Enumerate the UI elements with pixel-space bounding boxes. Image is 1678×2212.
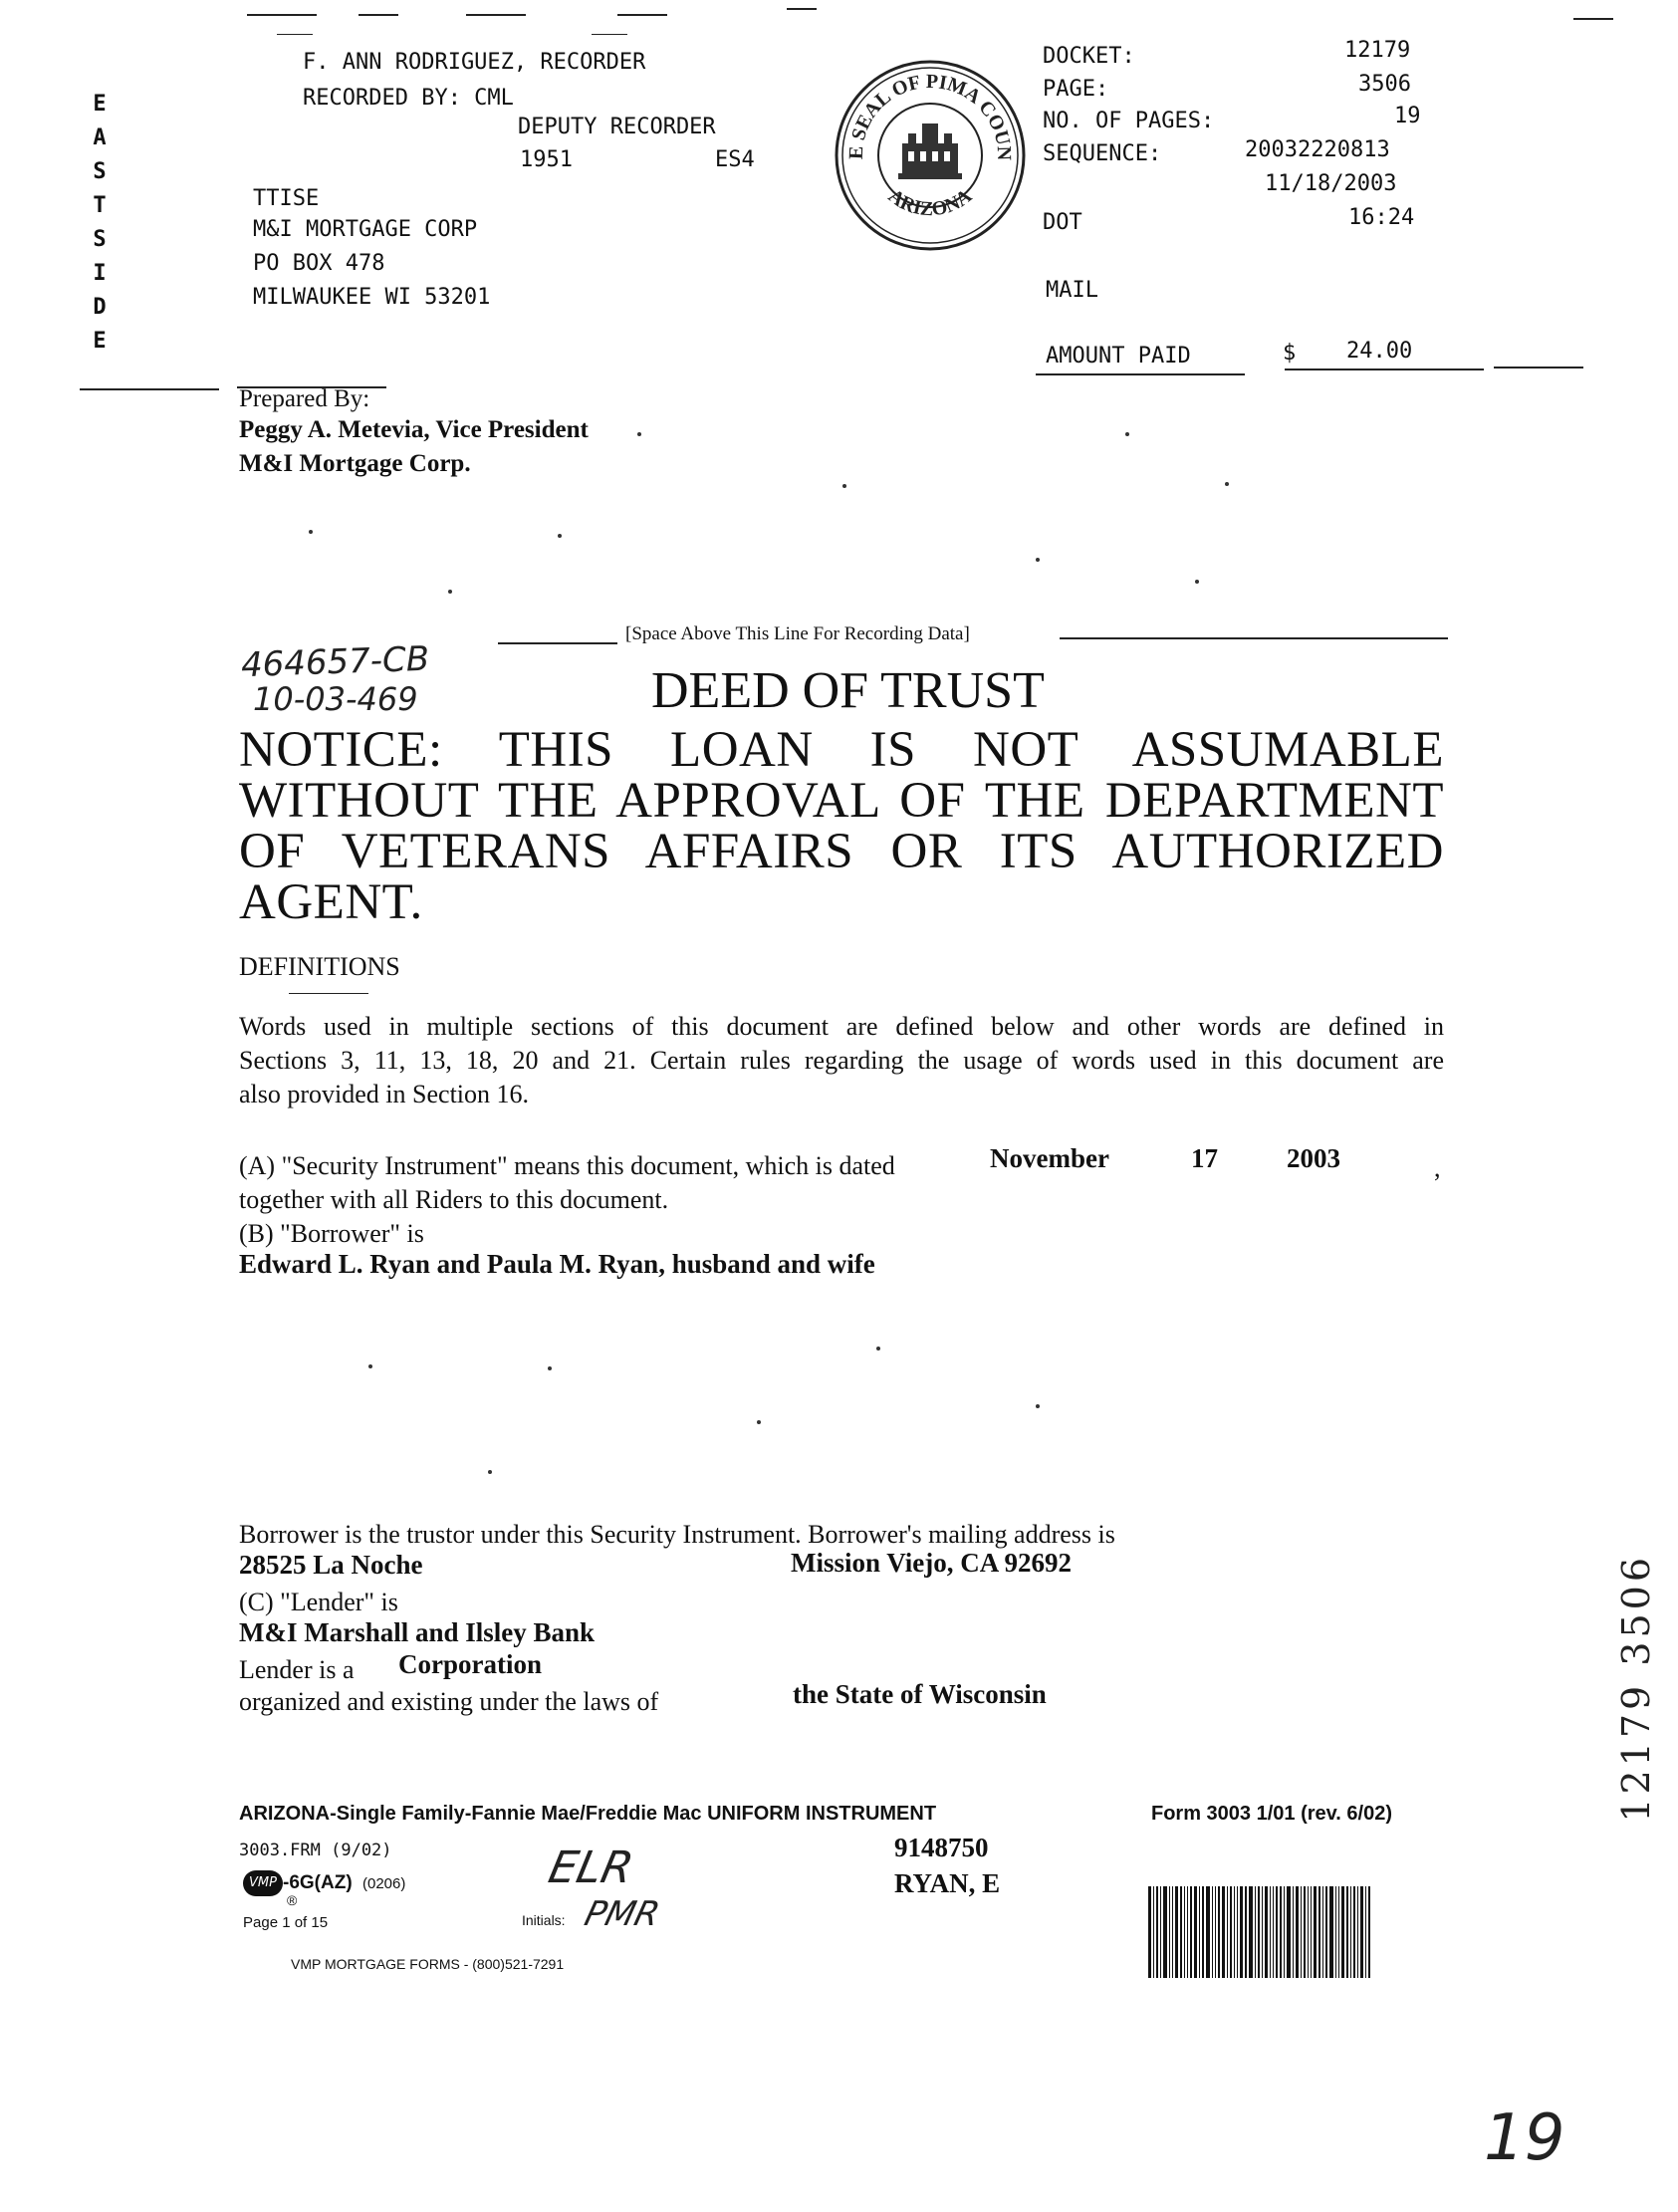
barcode-bar [1156, 1886, 1158, 1978]
prepared-by-label: Prepared By: [239, 385, 370, 412]
stamp-letter: S [93, 159, 107, 184]
prepared-by-name: Peggy A. Metevia, Vice President [239, 416, 589, 443]
barcode-bar [1160, 1886, 1161, 1978]
definitions-intro-line: Words used in multiple sections of this document are defined below and other words are defined in [239, 1012, 1444, 1041]
recording-date: 11/18/2003 [1265, 171, 1397, 196]
scan-speck [757, 1420, 761, 1424]
barcode-bar [1262, 1886, 1263, 1978]
docket-value: 12179 [1344, 38, 1411, 63]
header-rule [277, 34, 313, 35]
vertical-docket-stamp [1611, 1554, 1661, 1823]
top-rule [466, 14, 526, 16]
recording-data-line: [Space Above This Line For Recording Data] [625, 623, 970, 644]
scan-speck [558, 534, 562, 538]
file-code: 3003.FRM (9/02) [239, 1841, 392, 1860]
stamp-letter: E [93, 92, 107, 117]
barcode-bar [1180, 1886, 1182, 1978]
scan-speck [1036, 558, 1040, 562]
definitions-intro-line: also provided in Section 16. [239, 1080, 530, 1108]
barcode-bar [1335, 1886, 1336, 1978]
sequence-value: 20032220813 [1245, 137, 1390, 162]
barcode-bar [1187, 1886, 1188, 1978]
barcode-bar [1184, 1886, 1185, 1978]
handwritten-file-number: 464657-CB [240, 638, 430, 686]
pages-label: NO. OF PAGES: [1043, 109, 1215, 133]
barcode-bar [1325, 1886, 1327, 1978]
date-month: November [990, 1143, 1109, 1173]
vmp-badge-text: VMP [249, 1875, 277, 1890]
recorder-name: F. ANN RODRIGUEZ, RECORDER [303, 50, 646, 75]
header-rule [592, 34, 627, 35]
lender-def: (C) "Lender" is [239, 1588, 398, 1616]
vertical-stamp-text: 12179 3506 [1614, 1554, 1658, 1823]
handwritten-initials-coborrower: PMR [581, 1894, 664, 1934]
barcode-bar [1212, 1886, 1213, 1978]
vmp-form-date: (0206) [362, 1875, 406, 1892]
top-rule [617, 14, 667, 16]
barcode-bar [1311, 1886, 1312, 1978]
recording-rule [498, 642, 617, 644]
initials-label: Initials: [522, 1912, 566, 1928]
amount-value: 24.00 [1346, 339, 1413, 364]
scan-speck [448, 590, 452, 594]
barcode-bar [1163, 1886, 1167, 1978]
handwritten-page-count: 19 [1484, 2101, 1565, 2175]
barcode-bar [1202, 1886, 1204, 1978]
barcode-bar [1276, 1886, 1278, 1978]
form-title: ARIZONA-Single Family-Fannie Mae/Freddie Mac UNIFORM INSTRUMENT [239, 1803, 937, 1825]
barcode-bar [1240, 1886, 1243, 1978]
barcode-bar [1255, 1886, 1256, 1978]
barcode-bar [1245, 1886, 1247, 1978]
sequence-label: SEQUENCE: [1043, 141, 1162, 166]
barcode-bar [1322, 1886, 1323, 1978]
borrower-short-name: RYAN, E [894, 1868, 1001, 1898]
barcode-bar [1318, 1886, 1320, 1978]
scan-speck [1195, 580, 1199, 584]
definitions-intro-line: Sections 3, 11, 13, 18, 20 and 21. Certain rules regarding the usage of words used in this document are [239, 1046, 1444, 1075]
eastside-stamp [86, 92, 114, 363]
return-to-line: MILWAUKEE WI 53201 [253, 285, 491, 310]
barcode-bar [1341, 1886, 1344, 1978]
scan-speck [1036, 1404, 1040, 1408]
recorder-code-2: ES4 [715, 147, 755, 172]
definitions-heading: DEFINITIONS [239, 952, 400, 981]
lender-type: Corporation [398, 1649, 542, 1679]
barcode-bar [1360, 1886, 1363, 1978]
seal-bottom-text: ARIZONA [883, 184, 977, 221]
scan-speck [368, 1364, 372, 1368]
recording-rule [1060, 637, 1448, 639]
recorded-by: RECORDED BY: CML [303, 86, 514, 111]
document-title: DEED OF TRUST [651, 662, 1045, 719]
lender-state: the State of Wisconsin [793, 1679, 1047, 1709]
top-rule [247, 14, 317, 16]
scan-speck [876, 1347, 880, 1351]
loan-number: 9148750 [894, 1833, 989, 1862]
scan-speck [309, 530, 313, 534]
document-barcode [1148, 1886, 1437, 1978]
header-rule [1036, 373, 1245, 375]
vmp-form-code: -6G(AZ) [283, 1872, 353, 1893]
top-rule [1573, 18, 1613, 20]
barcode-bar [1169, 1886, 1170, 1978]
scan-speck [1125, 432, 1129, 436]
amount-label: AMOUNT PAID [1046, 344, 1191, 369]
prepared-by-company: M&I Mortgage Corp. [239, 450, 471, 477]
barcode-bar [1227, 1886, 1228, 1978]
barcode-bar [1296, 1886, 1299, 1978]
barcode-bar [1287, 1886, 1291, 1978]
top-rule [787, 8, 817, 10]
riders-line: together with all Riders to this document. [239, 1185, 669, 1214]
stamp-letter: I [93, 261, 107, 286]
header-rule [1494, 367, 1583, 369]
barcode-bar [1237, 1886, 1238, 1978]
organized-line: organized and existing under the laws of [239, 1687, 659, 1716]
barcode-bar [1230, 1886, 1232, 1978]
trustor-line: Borrower is the trustor under this Security Instrument. Borrower's mailing address is [239, 1520, 1115, 1549]
registered-mark: ® [287, 1892, 298, 1908]
borrower-def: (B) "Borrower" is [239, 1219, 424, 1248]
county-seal [833, 58, 1028, 253]
barcode-bar [1293, 1886, 1294, 1978]
dot-label: DOT [1043, 210, 1082, 235]
handwritten-initials-borrower: ELR [544, 1843, 638, 1893]
stamp-letter: T [93, 193, 107, 218]
recorder-code: 1951 [520, 147, 573, 172]
lender-name: M&I Marshall and Ilsley Bank [239, 1617, 596, 1647]
stamp-letter: A [93, 125, 107, 150]
form-number: Form 3003 1/01 (rev. 6/02) [1151, 1803, 1392, 1825]
barcode-bar [1304, 1886, 1306, 1978]
barcode-bar [1172, 1886, 1173, 1978]
page-number: Page 1 of 15 [243, 1914, 329, 1931]
handwritten-escrow-number: 10-03-469 [253, 680, 418, 718]
barcode-bar [1249, 1886, 1253, 1978]
scan-speck [842, 484, 846, 488]
barcode-bar [1368, 1886, 1370, 1978]
scan-speck [488, 1470, 492, 1474]
address-street: 28525 La Noche [239, 1550, 423, 1580]
amount-currency: $ [1283, 341, 1297, 366]
barcode-bar [1338, 1886, 1339, 1978]
barcode-bar [1265, 1886, 1268, 1978]
recording-time: 16:24 [1348, 205, 1415, 230]
date-year: 2003 [1287, 1143, 1340, 1173]
stamp-letter: S [93, 227, 107, 252]
barcode-bar [1329, 1886, 1333, 1978]
barcode-bar [1190, 1886, 1192, 1978]
barcode-bar [1199, 1886, 1200, 1978]
page-label: PAGE: [1043, 77, 1109, 102]
vmp-logo [243, 1870, 283, 1896]
stamp-letter: E [93, 329, 107, 354]
security-instrument-def: (A) "Security Instrument" means this document, which is dated [239, 1151, 895, 1180]
barcode-bar [1215, 1886, 1216, 1978]
barcode-bar [1365, 1886, 1366, 1978]
header-rule [80, 388, 219, 390]
page-value: 3506 [1358, 72, 1411, 97]
stamp-letter: D [93, 295, 107, 320]
barcode-bar [1273, 1886, 1274, 1978]
svg-text:ARIZONA [884, 184, 977, 220]
va-assumption-notice: NOTICE: THIS LOAN IS NOT ASSUMABLE WITHOUT THE APPROVAL OF THE DEPARTMENT OF VETERANS AFFAIRS OR ITS AUTHORIZED AGENT. [239, 722, 1444, 930]
barcode-bar [1206, 1886, 1210, 1978]
barcode-bar [1153, 1886, 1154, 1978]
scan-speck [548, 1366, 552, 1370]
header-rule [1285, 369, 1484, 370]
barcode-bar [1222, 1886, 1225, 1978]
lender-is-label: Lender is a [239, 1655, 355, 1684]
mail-label: MAIL [1046, 278, 1098, 303]
return-to-line: PO BOX 478 [253, 251, 385, 276]
barcode-bar [1350, 1886, 1351, 1978]
docket-label: DOCKET: [1043, 44, 1135, 69]
top-rule [359, 14, 398, 16]
date-day: 17 [1191, 1143, 1218, 1173]
barcode-bar [1148, 1886, 1151, 1978]
barcode-bar [1353, 1886, 1355, 1978]
barcode-bar [1194, 1886, 1197, 1978]
barcode-bar [1258, 1886, 1260, 1978]
barcode-bar [1270, 1886, 1271, 1978]
barcode-bar [1175, 1886, 1178, 1978]
borrower-names: Edward L. Ryan and Paula M. Ryan, husband and wife [239, 1249, 875, 1279]
seal-top-text: E SEAL OF PIMA COUN [844, 70, 1016, 161]
scan-speck [637, 432, 641, 436]
scan-speck [1225, 482, 1229, 486]
barcode-bar [1346, 1886, 1348, 1978]
heading-rule [289, 993, 368, 994]
date-comma: , [1434, 1153, 1441, 1182]
barcode-bar [1308, 1886, 1309, 1978]
return-to-line: M&I MORTGAGE CORP [253, 217, 478, 242]
vmp-forms-phone: VMP MORTGAGE FORMS - (800)521-7291 [291, 1956, 565, 1972]
barcode-bar [1280, 1886, 1282, 1978]
pages-value: 19 [1394, 104, 1421, 128]
barcode-bar [1284, 1886, 1285, 1978]
barcode-bar [1314, 1886, 1317, 1978]
barcode-bar [1218, 1886, 1220, 1978]
barcode-bar [1234, 1886, 1235, 1978]
barcode-bar [1357, 1886, 1358, 1978]
barcode-bar [1301, 1886, 1302, 1978]
address-city: Mission Viejo, CA 92692 [791, 1548, 1073, 1578]
deputy-recorder: DEPUTY RECORDER [518, 115, 716, 139]
return-to-line: TTISE [253, 186, 320, 211]
